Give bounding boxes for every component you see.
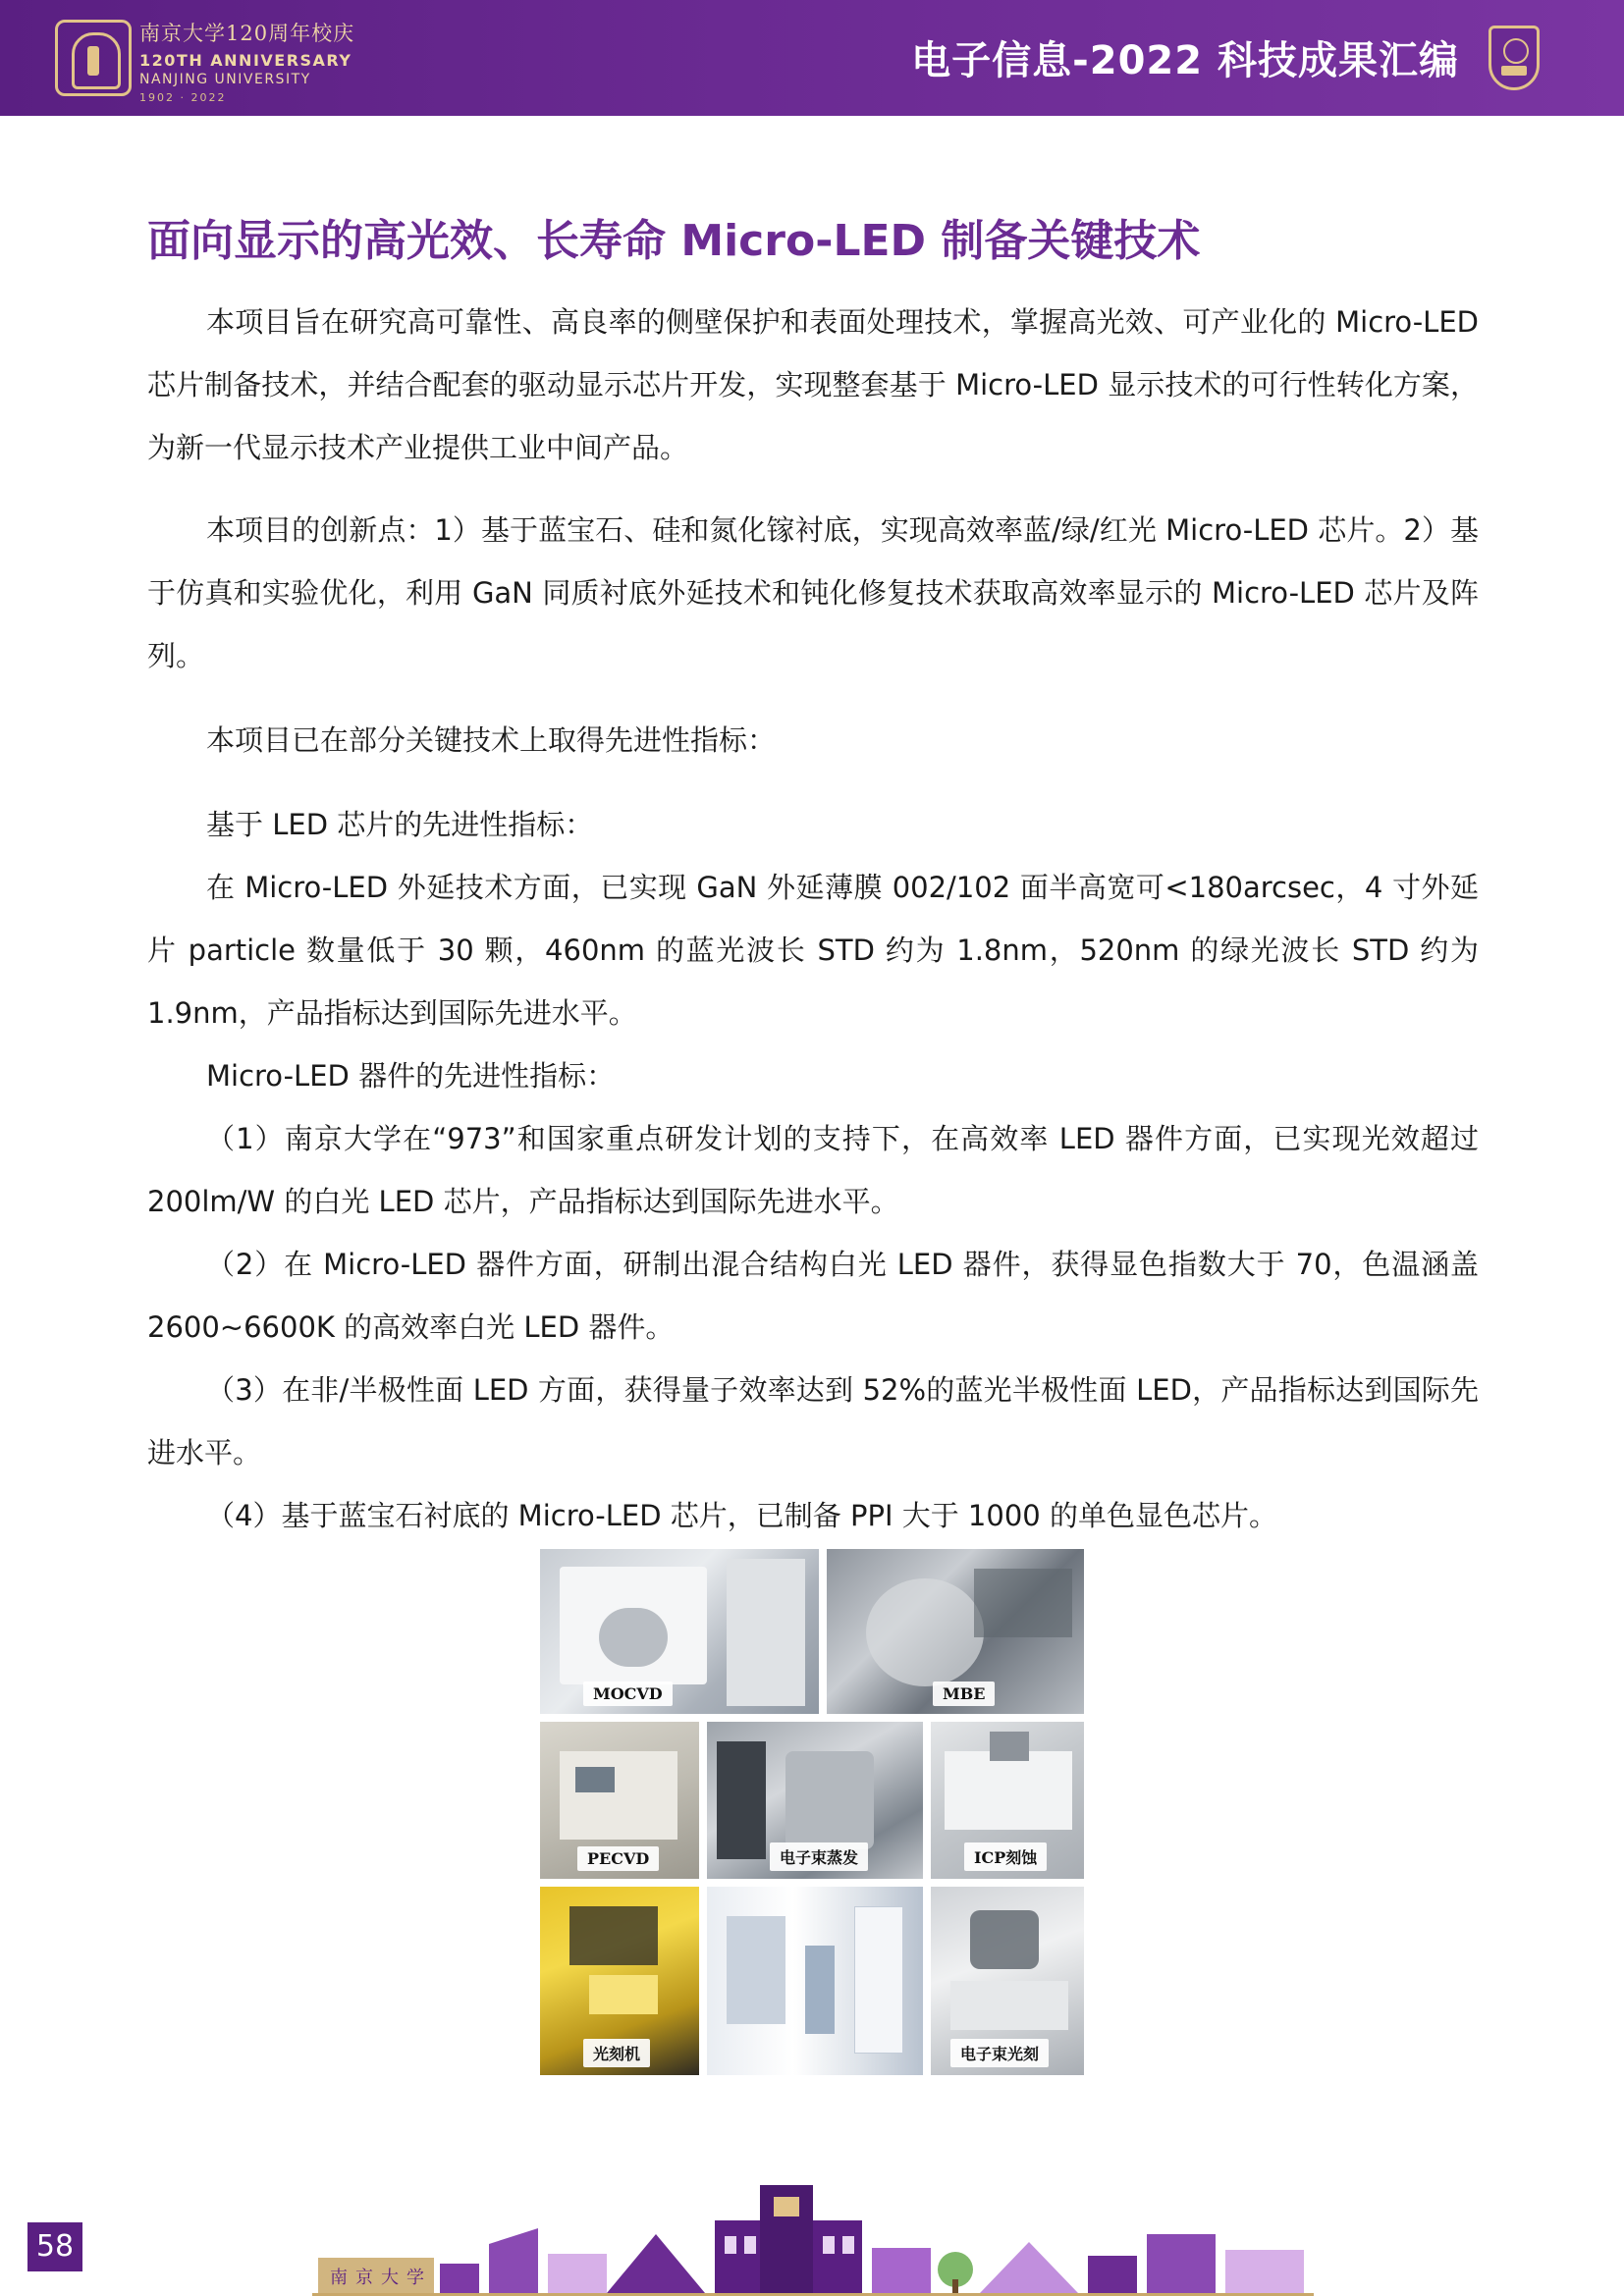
anniversary-logo: [55, 16, 359, 104]
caption-ebeam-lithography: 电子束光刻: [950, 2039, 1049, 2067]
list-item-4: （4）基于蓝宝石衬底的 Micro-LED 芯片，已制备 PPI 大于 1000 的单色显色芯片。: [206, 1499, 1277, 1532]
list-item-1: （1）南京大学在“973”和国家重点研发计划的支持下，在高效率 LED 器件方面，已实现光效超过 200lm/W 的白光 LED 芯片，产品指标达到国际先进水平。: [147, 1122, 1479, 1218]
caption-icp-etching: ICP刻蚀: [964, 1842, 1047, 1871]
university-emblem-icon: [1489, 26, 1540, 90]
caption-lithography: 光刻机: [583, 2039, 650, 2067]
caption-mocvd: MOCVD: [583, 1682, 673, 1706]
paragraph-innovation: 本项目的创新点：1）基于蓝宝石、硅和氮化镓衬底，实现高效率蓝/绿/红光 Micro-LED 芯片。2）基于仿真和实验优化，利用 GaN 同质衬底外延技术和钝化修复技术获取高效率显示的 Micro-LED 芯片及阵列。: [147, 513, 1479, 672]
page-header: [0, 0, 1624, 116]
anniversary-mark-icon: [55, 20, 132, 96]
photo-icp-etching: [929, 1720, 1086, 1881]
photo-lithography: [538, 1885, 701, 2077]
publication-title: 电子信息-2022 科技成果汇编: [911, 38, 1459, 83]
photo-mocvd: [538, 1547, 821, 1716]
logo-line-3: NANJING UNIVERSITY: [139, 72, 311, 87]
logo-line-4: 1902 · 2022: [139, 91, 227, 104]
article-title: 面向显示的高光效、长寿命 Micro-LED 制备关键技术: [147, 216, 1201, 266]
photo-ebeam-evaporation: [705, 1720, 925, 1881]
paragraph-intro: 本项目旨在研究高可靠性、高良率的侧壁保护和表面处理技术，掌握高光效、可产业化的 Micro-LED 芯片制备技术，并结合配套的驱动显示芯片开发，实现整套基于 Micro-LED 显示技术的可行性转化方案，为新一代显示技术产业提供工业中间产品。: [147, 305, 1479, 464]
caption-ebeam-evaporation: 电子束蒸发: [770, 1842, 868, 1871]
photo-ebeam-lithography: [929, 1885, 1086, 2077]
equipment-photo-collage: [538, 1547, 1086, 2077]
list-item-2: （2）在 Micro-LED 器件方面，研制出混合结构白光 LED 器件，获得显色指数大于 70，色温涵盖 2600~6600K 的高效率白光 LED 器件。: [147, 1248, 1479, 1344]
campus-skyline-illustration: [312, 2185, 1314, 2296]
photo-lab-corridor: [705, 1885, 925, 2077]
heading-led-chip-indicators: 基于 LED 芯片的先进性指标：: [206, 808, 594, 841]
logo-line-2: 120TH ANNIVERSARY: [139, 51, 352, 70]
logo-line-1: 南京大学120周年校庆: [139, 22, 355, 45]
list-item-3: （3）在非/半极性面 LED 方面，获得量子效率达到 52%的蓝光半极性面 LED，产品指标达到国际先进水平。: [147, 1373, 1479, 1469]
heading-device-indicators: Micro-LED 器件的先进性指标：: [206, 1059, 616, 1093]
anniversary-logo-text: [139, 18, 354, 104]
photo-mbe: [825, 1547, 1086, 1716]
paragraph-epitaxy: 在 Micro-LED 外延技术方面，已实现 GaN 外延薄膜 002/102 面半高宽可<180arcsec，4 寸外延片 particle 数量低于 30 颗，460nm 的蓝光波长 STD 约为 1.8nm，520nm 的绿光波长 STD 约为 1.9nm，产品指标达到国际先进水平。: [147, 871, 1479, 1030]
page-number: 58: [27, 2222, 82, 2271]
photo-pecvd: [538, 1720, 701, 1881]
paragraph-indicators-intro: 本项目已在部分关键技术上取得先进性指标：: [206, 723, 777, 757]
caption-mbe: MBE: [933, 1682, 995, 1706]
skyline-lettering: 南京大学: [330, 2268, 432, 2288]
caption-pecvd: PECVD: [577, 1846, 659, 1871]
